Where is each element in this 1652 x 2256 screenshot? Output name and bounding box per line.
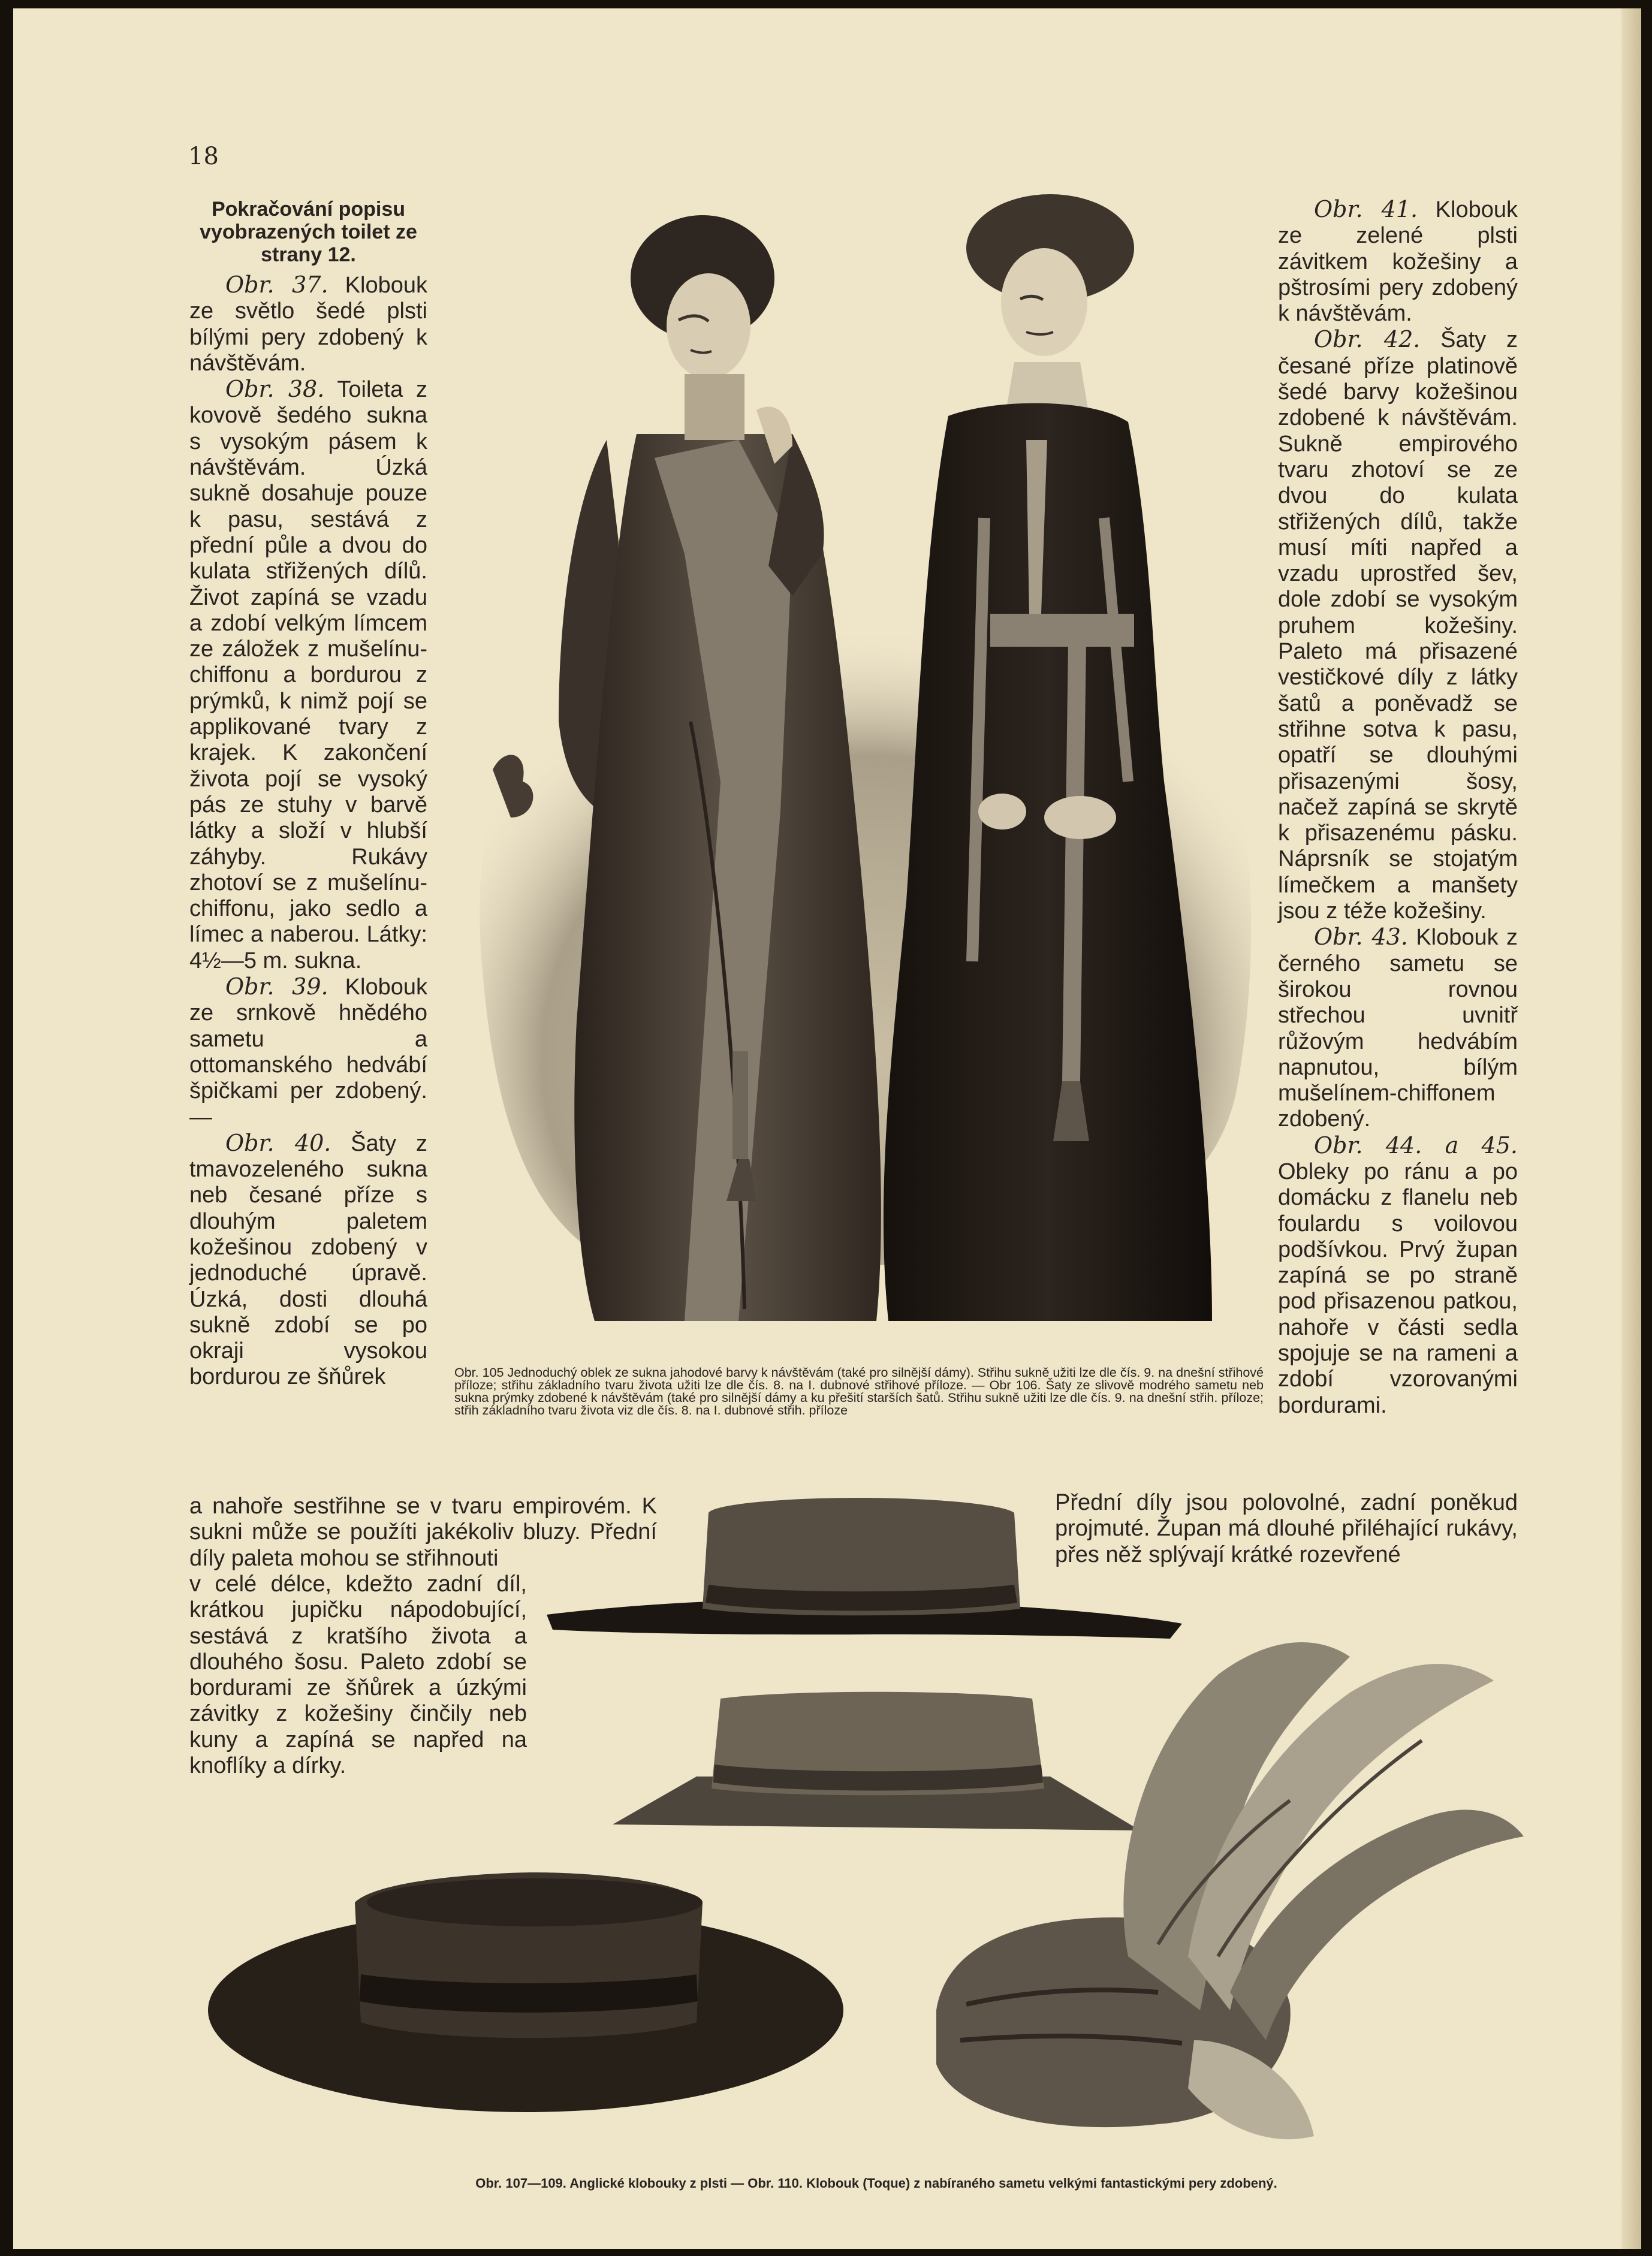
paragraph-text: Klobouk ze světlo šedé plsti bílými pery zdobený k návštěvám. [189, 273, 427, 376]
continuation-text: a nahoře sestřihne se v tvaru empirovém. K sukni může se použíti jakékoliv bluzy. Přední díly paleta mohou se střihnouti [189, 1494, 657, 1571]
paragraph-obr-41 [1278, 197, 1518, 327]
paragraph-obr-38 [189, 376, 427, 974]
paragraph-text: Obleky po ránu a po domácku z flanelu neb foulardu s voilovou podšívkou. Prvý župan zapíná se po straně pod přisazenou patkou, nahoře v části sedla spojuje se na rameni a zdobí vzorovanými bordurami. [1278, 1159, 1518, 1418]
hat-illustration-109 [199, 1866, 858, 2118]
magazine-page [13, 8, 1641, 2249]
paragraph-text: Šaty z česané příze platinově šedé barvy kožešinou zdobené k návštěvám. Sukně empirového tvaru zhotoví se ze dvou do kulata střižených dílů, takže musí míti napřed a vzadu uprostřed šev, dole zdobí se vysokým pruhem kožešiny. Paleto má přisazené vestičkové díly z látky šatů a poněvadž se střihne sotva k pasu, opatří se dlouhými přisazenými šosy, načež zapíná se skrytě k přisazenému pásku. Náprsník se stojatým límečkem a manšety jsou z téže kožešiny. [1278, 327, 1518, 924]
paragraph-obr-40 [189, 1130, 427, 1391]
paragraph-text: Šaty z tmavozeleného sukna neb česané příze s dlouhým paletem kožešinou zdobený v jednoduché úpravě. Úzká, dosti dlouhá sukně zdobí se po okraji vysokou bordurou ze šňůrek [189, 1130, 428, 1390]
figure-ref: Obr. 39. [225, 973, 328, 1000]
continuation-text: v celé délce, kdežto zadní díl, krátkou jupičku nápodobující, sestává z kratšího života a dlouhého šosu. Paleto zdobí se bordurami ze šňůrek a úzkými závitky z kožešiny činčily neb kuny a zapíná se napřed na knoflíky a dírky. [189, 1572, 527, 1779]
right-column [1278, 197, 1518, 1419]
paragraph-text: Klobouk ze zelené plsti závitkem kožešiny a pštrosími pery zdobený k návštěvám. [1278, 197, 1518, 327]
caption-text: Obr. 107—109. Anglické klobouky z plsti — Obr. 110. Klobouk (Toque) z nabíraného sametu velkými fantastickými pery zdobený. [475, 2176, 1277, 2191]
figure-ref: Obr. 38. [225, 376, 325, 403]
left-continuation-narrow [189, 1572, 527, 1779]
paragraph-obr-44-45 [1278, 1133, 1518, 1419]
continuation-text: Přední díly jsou polovolné, zadní poněkud projmuté. Župan má dlouhé přiléhající rukávy, přes něž splývají krátké rozevřené [1055, 1490, 1518, 1567]
figure-ref: Obr. 43. [1314, 924, 1408, 951]
figure-ref: Obr. 42. [1314, 326, 1421, 353]
page-number: 18 [188, 143, 219, 170]
figure-ref: Obr. 44. a 45. [1314, 1132, 1518, 1159]
paragraph-obr-42 [1278, 327, 1518, 924]
fashion-illustration-figures-105-106 [457, 182, 1284, 1339]
figure-ref: Obr. 40. [225, 1129, 331, 1156]
paragraph-text: Klobouk z černého sametu se širokou rovnou střechou uvnitř růžovým hedvábím napnutou, bílým mušelínem-chiffonem zdobený. [1278, 925, 1518, 1132]
figure-ref: Obr. 41. [1314, 196, 1418, 222]
hat-illustration-110-toque [930, 1621, 1530, 2172]
caption-figures-107-110 [331, 2176, 1422, 2191]
left-column [189, 198, 427, 1391]
paragraph-obr-43 [1278, 924, 1518, 1132]
figure-ref: Obr. 37. [225, 272, 328, 298]
paragraph-text: Toileta z kovově šedého sukna s vysokým pásem k návštěvám. Úzká sukně dosahuje pouze k pasu, sestává z přední půle a dvou do kulata střižených dílů. Život zapíná se vzadu a zdobí velkým límcem ze záložek z mušelínu-chiffonu a bordurou z prýmků, k nimž pojí se applikované tvary z krajek. K zakončení života pojí se vysoký pás ze stuhy v barvě látky a složí v hlubší záhyby. Rukávy zhotoví se z mušelínu-chiffonu, jako sedlo a límec a naberou. Látky: 4½—5 m. sukna. [189, 377, 427, 973]
caption-figures-105-106 [454, 1367, 1264, 1417]
caption-text: Obr. 105 Jednoduchý oblek ze sukna jahodové barvy k návštěvám (také pro silnější dámy). Střihu sukně užiti lze dle čís. 9. na dnešní střihové příloze; střihu základního tvaru života užiti lze dle čís. 8. na I. dubnové střihové příloze. — Obr 106. Šaty ze slivově modrého sametu neb sukna prýmky zdobené k návštěvám (také pro silnější dámy a ku přešití starších šatů. Střihu sukně užiti lze dle čís. 9. na dnešní střih. příloze; střih základního tvaru života viz dle čís. 8. na I. dubnové střih. příloze [454, 1365, 1264, 1417]
paragraph-text: Klobouk ze srnkově hnědého sametu a ottomanského hedvábí špičkami per zdobený. — [189, 975, 427, 1130]
paragraph-obr-37 [189, 272, 427, 376]
paragraph-obr-39 [189, 974, 427, 1130]
continuation-heading: Pokračování popisu vyobrazených toilet ze strany 12. [200, 198, 417, 266]
